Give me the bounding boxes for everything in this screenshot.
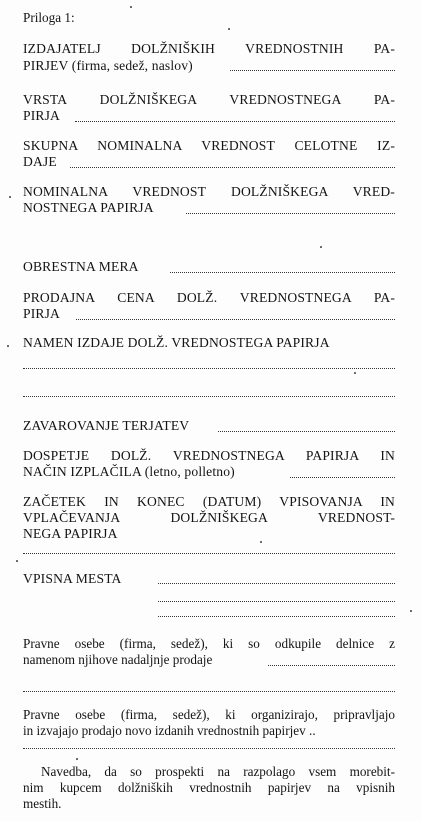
scan-speck	[260, 541, 262, 543]
scan-speck	[354, 372, 356, 374]
scan-speck	[228, 28, 230, 30]
scan-speck	[7, 345, 9, 347]
field-nominal-label-line2: NOSTNEGA PAPIRJA	[23, 200, 154, 215]
legal-entities-organizers-line1: Pravne osebe (firma, sedež), ki organizirajo, pripravljajo	[23, 707, 395, 722]
field-type-fill-line[interactable]	[75, 121, 395, 122]
scan-speck	[410, 610, 412, 612]
field-issuer-label-line1: IZDAJATELJ DOLŽNIŠKIH VREDNOSTNIH PA-	[23, 41, 395, 56]
field-subscription-places-label: VPISNA MESTA	[23, 571, 122, 586]
field-issuer-label-line2: PIRJEV (firma, sedež, naslov)	[23, 58, 193, 73]
scan-speck	[130, 6, 132, 8]
field-nominal-fill-line[interactable]	[186, 213, 395, 214]
field-maturity-fill-line[interactable]	[290, 477, 395, 478]
field-subscription-period-label-line2: VPLAČEVANJA DOLŽNIŠKEGA VREDNOST-	[23, 510, 395, 525]
field-subscription-period-label-line1: ZAČETEK IN KONEC (DATUM) VPISOVANJA IN	[23, 494, 395, 509]
legal-entities-buyers-fill-line-2[interactable]	[23, 691, 395, 692]
field-interest-rate-fill-line[interactable]	[170, 272, 395, 273]
legal-entities-buyers-fill-line-1[interactable]	[268, 665, 395, 666]
scan-speck	[320, 246, 322, 248]
scan-speck	[16, 560, 18, 562]
field-subscription-period-label-line3: NEGA PAPIRJA	[23, 526, 118, 541]
legal-entities-buyers-line1: Pravne osebe (firma, sedež), ki so odkupile delnice z	[23, 636, 395, 651]
field-maturity-label-line1: DOSPETJE DOLŽ. VREDNOSTNEGA PAPIRJA IN	[23, 448, 395, 463]
legal-entities-buyers-line2: namenom njihove nadaljnje prodaje	[23, 652, 213, 667]
field-subscription-places-fill-line-2[interactable]	[158, 601, 395, 602]
note-line3: mestih.	[23, 796, 62, 811]
field-sale-price-label-line2: PIRJA	[23, 306, 61, 321]
field-subscription-places-fill-line-1[interactable]	[158, 583, 395, 584]
note-line2: nim kupcem dolžniških vrednostnih papirjev na vpisnih	[23, 780, 395, 795]
field-type-label-line2: PIRJA	[23, 108, 61, 123]
field-purpose-fill-line-2[interactable]	[23, 396, 395, 397]
scan-speck	[76, 758, 78, 760]
field-collateral-label: ZAVAROVANJE TERJATEV	[23, 418, 190, 433]
field-total-nominal-label-line1: SKUPNA NOMINALNA VREDNOST CELOTNE IZ-	[23, 138, 395, 153]
field-purpose-label: NAMEN IZDAJE DOLŽ. VREDNOSTEGA PAPIRJA	[23, 335, 330, 350]
field-interest-rate-label: OBRESTNA MERA	[23, 259, 139, 274]
field-sale-price-fill-line[interactable]	[76, 319, 395, 320]
field-total-nominal-fill-line[interactable]	[70, 167, 395, 168]
field-maturity-label-line2: NAČIN IZPLAČILA (letno, polletno)	[23, 464, 235, 479]
field-type-label-line1: VRSTA DOLŽNIŠKEGA VREDNOSTNEGA PA-	[23, 92, 395, 107]
field-collateral-fill-line[interactable]	[218, 431, 395, 432]
field-subscription-period-fill-line[interactable]	[23, 553, 395, 554]
field-nominal-label-line1: NOMINALNA VREDNOST DOLŽNIŠKEGA VRED-	[23, 184, 395, 199]
legal-entities-organizers-line2: in izvajajo prodajo novo izdanih vrednostnih papirjev ..	[23, 723, 316, 738]
legal-entities-organizers-fill-line[interactable]	[23, 748, 395, 749]
attachment-label: Priloga 1:	[23, 10, 75, 25]
field-issuer-fill-line[interactable]	[230, 70, 395, 71]
field-purpose-fill-line-1[interactable]	[23, 368, 395, 369]
field-sale-price-label-line1: PRODAJNA CENA DOLŽ. VREDNOSTNEGA PA-	[23, 290, 395, 305]
note-line1: Navedba, da so prospekti na razpolago vsem morebit-	[41, 764, 395, 779]
field-total-nominal-label-line2: DAJE	[23, 154, 57, 169]
scan-speck	[9, 196, 11, 198]
field-subscription-places-fill-line-3[interactable]	[158, 616, 395, 617]
